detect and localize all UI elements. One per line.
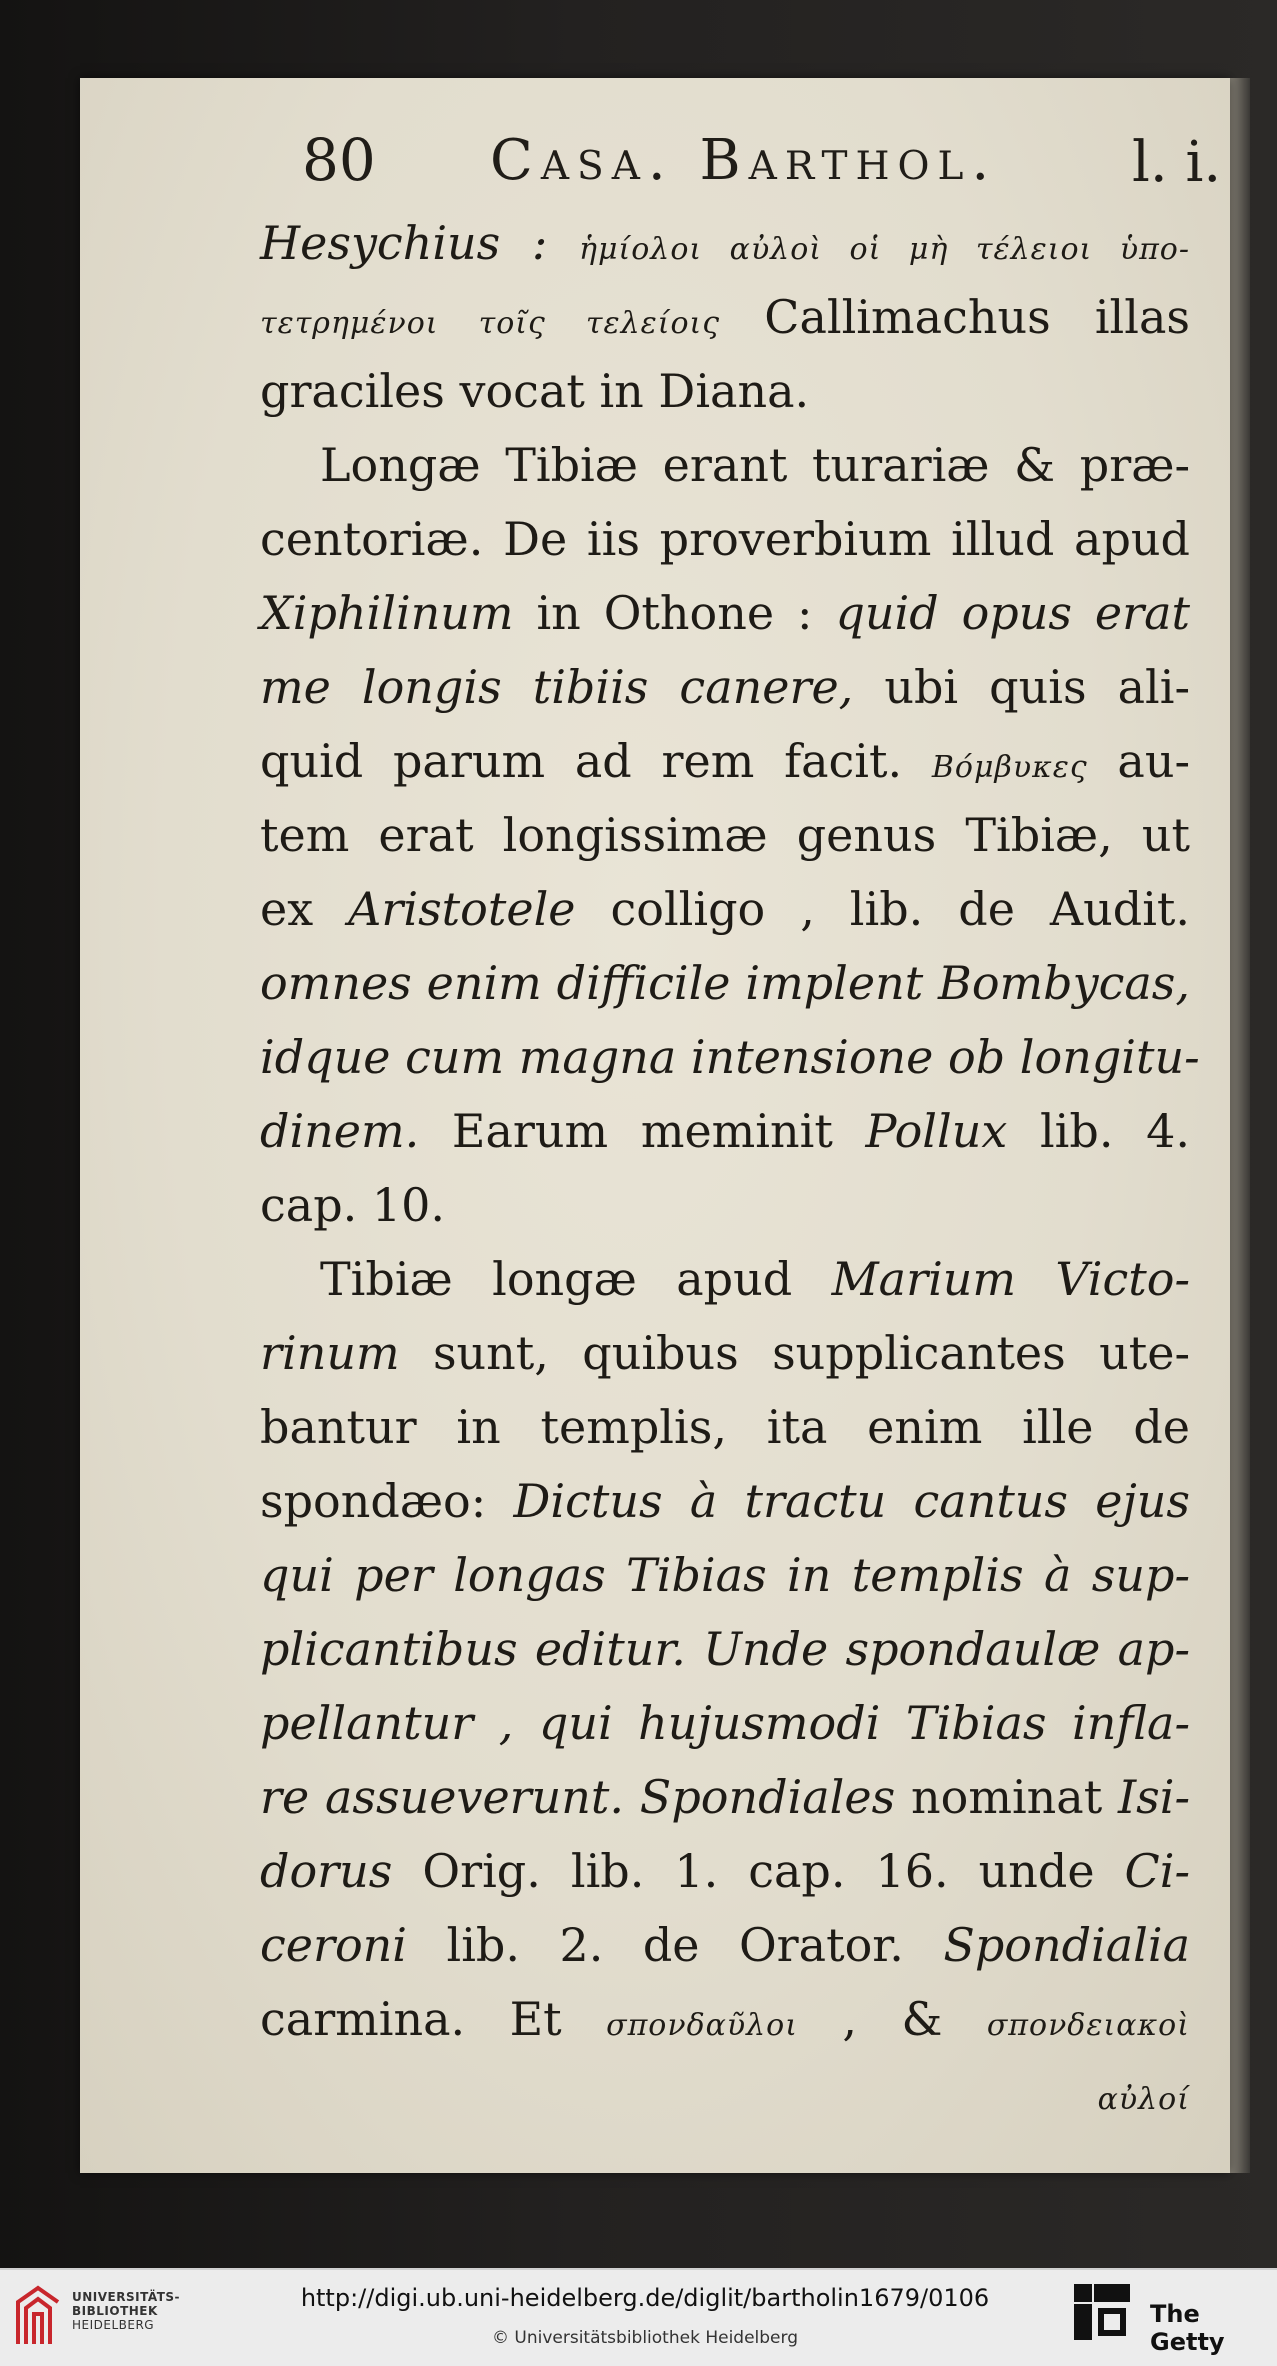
text-line: dorus Orig. lib. 1. cap. 16. unde Ci- xyxy=(260,1844,1190,1898)
permalink-url[interactable]: http://digi.ub.uni-heidelberg.de/diglit/bartholin1679/0106 xyxy=(300,2284,990,2312)
page-text xyxy=(260,206,1200,2130)
text-line: plicantibus editur. Unde spondaulæ ap- xyxy=(260,1622,1190,1676)
text-line: τετρημένοι τοῖς τελείοις Callimachus illas xyxy=(260,290,1190,344)
text-line: spondæo: Dictus à tractu cantus ejus xyxy=(260,1474,1190,1528)
text-line: quid parum ad rem facit. Βόμβυκες au- xyxy=(260,734,1191,788)
text-line: Longæ Tibiæ erant turariæ & præ- xyxy=(320,438,1190,492)
book-reference: l. i. xyxy=(1132,130,1222,195)
text-line: Xiphilinum in Othone : quid opus erat xyxy=(260,586,1190,640)
running-title: Casa. Barthol. xyxy=(490,128,998,193)
text-line: omnes enim difficile implent Bombycas, xyxy=(260,956,1190,1010)
university-library-logo-icon xyxy=(14,2284,62,2350)
page-edge xyxy=(1230,78,1250,2173)
copyright-notice: © Universitätsbibliothek Heidelberg xyxy=(491,2328,798,2348)
text-line: pellantur , qui hujusmodi Tibias infla- xyxy=(260,1696,1190,1750)
text-line: idque cum magna intensione ob longitu- xyxy=(260,1030,1200,1084)
book-page xyxy=(80,78,1230,2173)
page-header xyxy=(80,126,1230,206)
text-line: qui per longas Tibias in templis à sup- xyxy=(260,1548,1190,1602)
text-line: αὐλοί xyxy=(1097,2082,1190,2117)
text-line: graciles vocat in Diana. xyxy=(260,364,810,418)
text-line: ceroni lib. 2. de Orator. Spondialia xyxy=(260,1918,1191,1972)
partner-name: The Getty xyxy=(1150,2300,1225,2356)
text-line: Hesychius : ἡμίολοι αὐλοὶ οἱ μὴ τέλειοι ὑπο- xyxy=(260,216,1190,270)
text-line: re assueverunt. Spondiales nominat Isi- xyxy=(260,1770,1191,1824)
text-line: me longis tibiis canere, ubi quis ali- xyxy=(260,660,1191,714)
library-name: UNIVERSITÄTS- BIBLIOTHEK HEIDELBERG xyxy=(72,2290,181,2332)
text-line: centoriæ. De iis proverbium illud apud xyxy=(260,512,1190,566)
text-line: cap. 10. xyxy=(260,1178,446,1232)
viewer-footer xyxy=(0,2268,1277,2366)
getty-logo-icon xyxy=(1072,2282,1132,2348)
text-line: rinum sunt, quibus supplicantes ute- xyxy=(260,1326,1190,1380)
text-line: bantur in templis, ita enim ille de xyxy=(260,1400,1190,1454)
text-line: ex Aristotele colligo , lib. de Audit. xyxy=(260,882,1191,936)
page-number: 80 xyxy=(302,126,376,194)
text-line: dinem. Earum meminit Pollux lib. 4. xyxy=(260,1104,1190,1158)
text-line: Tibiæ longæ apud Marium Victo- xyxy=(320,1252,1191,1306)
text-line: tem erat longissimæ genus Tibiæ, ut xyxy=(260,808,1190,862)
text-line: carmina. Et σπονδαῦλοι , & σπονδειακοὶ xyxy=(260,1992,1190,2046)
